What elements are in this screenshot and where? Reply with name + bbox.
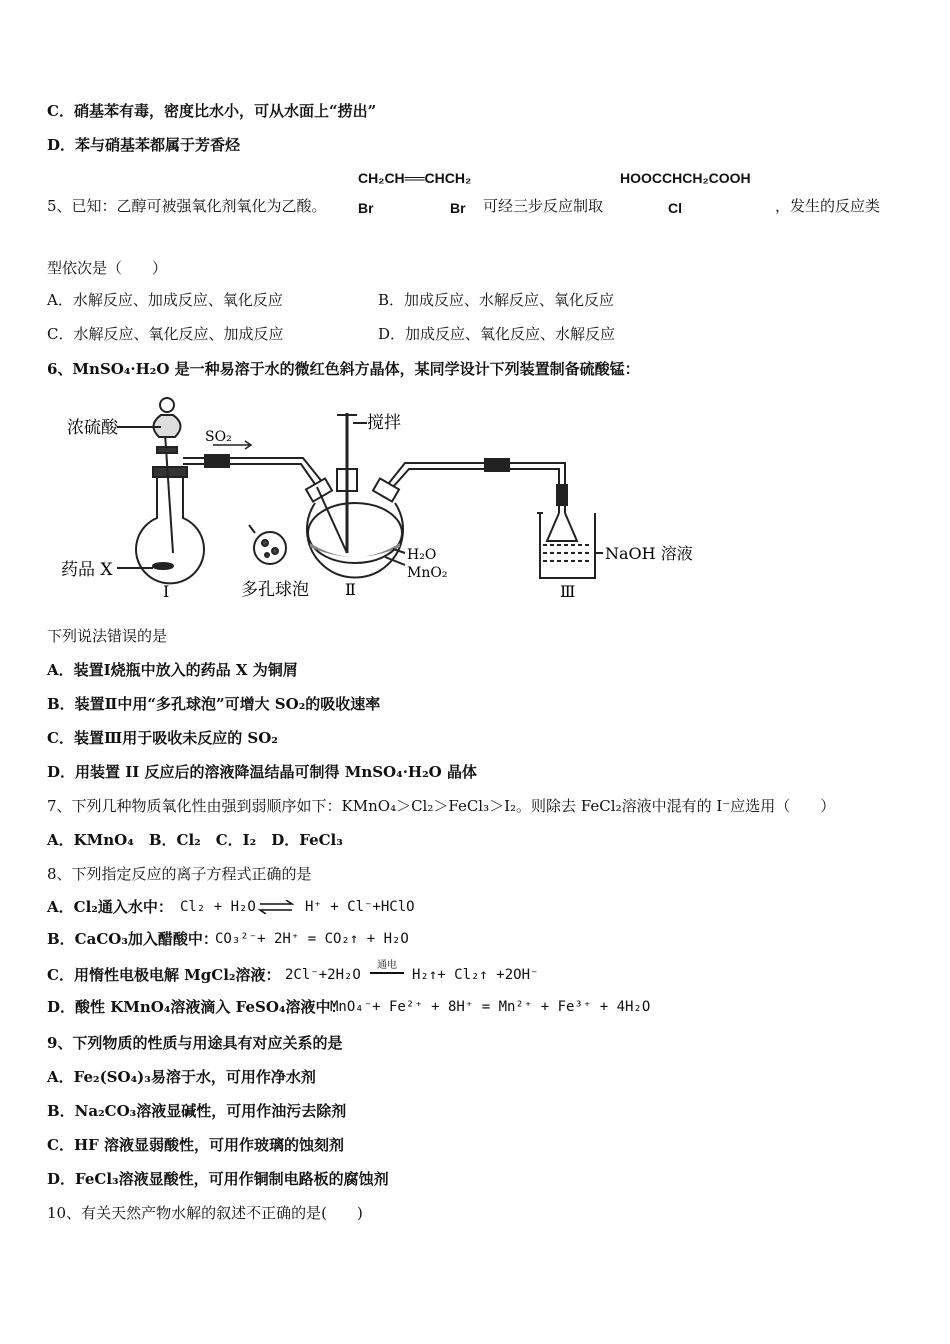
q6-prompt: 下列说法错误的是 [47, 627, 168, 645]
q9-option-a: A．Fe₂(SO₄)₃易溶于水，可用作净水剂 [47, 1068, 316, 1086]
q8-option-a-label: A．Cl₂通入水中： [47, 898, 173, 916]
q5-stem-suffix: ，发生的反应类 [775, 197, 881, 215]
q8-option-c-right: H₂↑+ Cl₂↑ +2OH⁻ [412, 967, 539, 983]
q5-stem-middle: 可经三步反应制取 [483, 197, 604, 215]
q7-stem: 7、下列几种物质氧化性由强到弱顺序如下：KMnO₄＞Cl₂＞FeCl₃＞I₂。则除去 FeCl₂溶液中混有的 I⁻应选用（ ） [47, 797, 836, 815]
funnel-stopper [160, 398, 174, 412]
rubber-joint-1 [205, 455, 229, 467]
q5-reactant-formula: CH₂CH══CHCH₂ [358, 170, 472, 186]
q5-reactant-br2: Br [450, 200, 466, 216]
q8-option-a-right: H⁺ + Cl⁻+HClO [305, 899, 415, 915]
q9-option-d: D．FeCl₃溶液显酸性，可用作铜制电路板的腐蚀剂 [47, 1170, 389, 1188]
q8-option-c-label: C．用惰性电极电解 MgCl₂溶液： [47, 966, 281, 984]
rubber-joint-2 [485, 459, 509, 471]
flask-1-stopper [153, 467, 187, 477]
label-apparatus-1: Ⅰ [163, 582, 170, 601]
q5-product-formula: HOOCCHCH₂COOH [620, 170, 751, 186]
drug-x-solid [153, 563, 173, 569]
q5-product-cl: Cl [668, 200, 682, 216]
q8-option-a-left: Cl₂ + H₂O [180, 899, 256, 915]
funnel-stopcock [157, 447, 177, 453]
label-apparatus-3: Ⅲ [560, 582, 576, 601]
label-apparatus-2: Ⅱ [345, 580, 356, 599]
label-stir: 搅拌 [367, 413, 401, 433]
q4-option-c: C．硝基苯有毒，密度比水小，可从水面上“捞出” [47, 102, 377, 120]
q6-option-d: D．用装置 II 反应后的溶液降温结晶可制得 MnSO₄·H₂O 晶体 [47, 763, 477, 781]
label-so2: SO₂ [205, 429, 232, 445]
q8-option-d-equation: MnO₄⁻+ Fe²⁺ + 8H⁺ = Mn²⁺ + Fe³⁺ + 4H₂O [330, 999, 651, 1015]
q5-reactant-br1: Br [358, 200, 374, 216]
label-mno2: MnO₂ [407, 565, 448, 581]
label-conc-sulfuric-acid: 浓硫酸 [67, 418, 118, 438]
q9-option-b: B．Na₂CO₃溶液显碱性，可用作油污去除剂 [47, 1102, 347, 1120]
q8-option-b-label: B．CaCO₃加入醋酸中： [47, 930, 218, 948]
q8-option-c-condition: 通电 [370, 960, 404, 974]
q8-stem: 8、下列指定反应的离子方程式正确的是 [47, 865, 312, 883]
label-drug-x: 药品 X [61, 560, 113, 580]
label-porous-bulb: 多孔球泡 [241, 580, 309, 600]
q5-stem-prefix: 5、已知：乙醇可被强氧化剂氧化为乙酸。 [47, 197, 327, 215]
q8-option-b-equation: CO₃²⁻+ 2H⁺ = CO₂↑ + H₂O [215, 931, 409, 947]
reversible-arrow-icon [258, 900, 294, 914]
q6-option-a: A．装置Ⅰ烧瓶中放入的药品 X 为铜屑 [47, 661, 298, 679]
label-h2o: H₂O [407, 547, 437, 563]
q10-stem: 10、有关天然产物水解的叙述不正确的是( ) [47, 1204, 363, 1222]
q4-option-d: D．苯与硝基苯都属于芳香烃 [47, 136, 241, 154]
q8-option-d-label: D．酸性 KMnO₄溶液滴入 FeSO₄溶液中： [47, 998, 346, 1016]
porous-bulb [254, 532, 286, 564]
delivery-tube-2 [389, 463, 565, 513]
q8-option-c-left: 2Cl⁻+2H₂O [285, 967, 361, 983]
q5-option-b: B．加成反应、水解反应、氧化反应 [378, 291, 615, 309]
q5-option-d: D．加成反应、氧化反应、水解反应 [378, 325, 616, 343]
apparatus-diagram [55, 393, 715, 608]
q6-option-b: B．装置Ⅱ中用“多孔球泡”可增大 SO₂的吸收速率 [47, 695, 381, 713]
q7-options: A．KMnO₄ B．Cl₂ C．I₂ D．FeCl₃ [47, 831, 343, 849]
q9-option-c: C．HF 溶液显弱酸性，可用作玻璃的蚀刻剂 [47, 1136, 344, 1154]
label-naoh: NaOH 溶液 [605, 544, 693, 563]
q9-stem: 9、下列物质的性质与用途具有对应关系的是 [47, 1034, 343, 1052]
q6-stem: 6、MnSO₄·H₂O 是一种易溶于水的微红色斜方晶体，某同学设计下列装置制备硫酸锰： [47, 360, 640, 378]
q6-option-c: C．装置Ⅲ用于吸收未反应的 SO₂ [47, 729, 278, 747]
q5-option-a: A．水解反应、加成反应、氧化反应 [47, 291, 283, 309]
q5-option-c: C．水解反应、氧化反应、加成反应 [47, 325, 284, 343]
q5-stem-line2: 型依次是（ ） [47, 259, 168, 277]
